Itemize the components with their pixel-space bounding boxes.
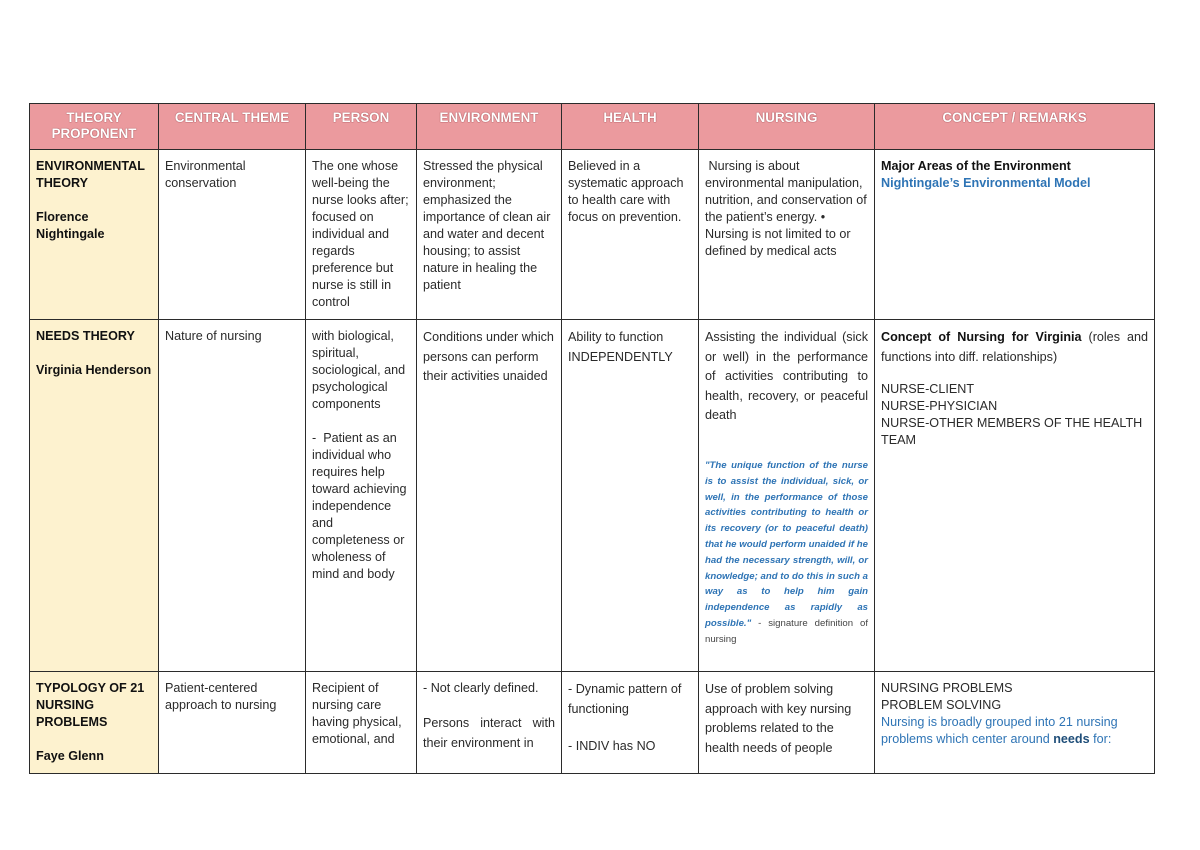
quote-text: "The unique function of the nurse is to assist the individual, sick, or well, in the performance of those activities contributing to health or its recovery (or to peaceful death) that he would perform unaided if he had the necessary strength, will, or knowledge; and to do this in such a way as to help him gain independence as rapidly as possible."	[705, 459, 868, 629]
concept-item: NURSE-PHYSICIAN	[881, 399, 998, 414]
concept-blue-main: Nursing is broadly grouped into 21 nursing problems which center around	[881, 715, 1118, 746]
table-row	[30, 672, 1155, 774]
concept-cell	[875, 150, 1155, 320]
person-cell: Recipient of nursing care having physical, emotional, and	[306, 672, 417, 774]
central-theme-cell: Patient-centered approach to nursing	[159, 672, 306, 774]
concept-subtitle: Nightingale’s Environmental Model	[881, 176, 1091, 190]
concept-for: for:	[1089, 732, 1112, 746]
header-concept-remarks: CONCEPT / REMARKS	[875, 104, 1155, 150]
proponent-name: Florence Nightingale	[36, 210, 105, 241]
health-cell: Believed in a systematic approach to health care with focus on prevention.	[562, 150, 699, 320]
environment-text-2: Persons interact with their environment in	[423, 716, 555, 750]
concept-item: PROBLEM SOLVING	[881, 698, 1002, 712]
header-environment: ENVIRONMENT	[417, 104, 562, 150]
concept-item: NURSING PROBLEMS	[881, 681, 1013, 695]
concept-item: NURSE-OTHER MEMBERS OF THE HEALTH TEAM	[881, 416, 1143, 448]
nursing-text: Assisting the individual (sick or well) in the performance of activities contributing to health, recovery, or peaceful death	[705, 330, 868, 423]
theory-name: TYPOLOGY OF 21 NURSING PROBLEMS	[36, 681, 145, 729]
table-row	[30, 320, 1155, 672]
theory-proponent-cell	[30, 672, 159, 774]
concept-blue-text	[881, 714, 1148, 748]
nursing-cell	[699, 320, 875, 672]
header-central-theme: CENTRAL THEME	[159, 104, 306, 150]
health-text-2: - INDIV has NO	[568, 739, 656, 754]
proponent-name: Virginia Henderson	[36, 363, 152, 377]
theory-name: NEEDS THEORY	[36, 329, 135, 343]
person-cell: The one whose well-being the nurse looks after; focused on individual and regards preference but nurse is still in control	[306, 150, 417, 320]
concept-item: NURSE-CLIENT	[881, 382, 975, 397]
concept-cell	[875, 672, 1155, 774]
concept-title: Major Areas of the Environment	[881, 159, 1071, 173]
quote-signature: - signature definition of nursing	[705, 617, 868, 645]
concept-title: Concept of Nursing for Virginia	[881, 330, 1082, 344]
nursing-cell: Use of problem solving approach with key nursing problems related to the health needs of people	[699, 672, 875, 774]
concept-rest: (roles and functions into diff. relationships)	[881, 330, 1148, 364]
concept-heading	[881, 328, 1148, 367]
header-row	[30, 104, 1155, 150]
health-cell: Ability to function INDEPENDENTLY	[562, 320, 699, 672]
proponent-name: Faye Glenn	[36, 749, 104, 763]
theory-proponent-cell	[30, 150, 159, 320]
environment-cell: Conditions under which persons can perform their activities unaided	[417, 320, 562, 672]
header-person: PERSON	[306, 104, 417, 150]
concept-cell	[875, 320, 1155, 672]
environment-cell: Stressed the physical environment; emphasized the importance of clean air and water and decent housing; to assist nature in healing the patient	[417, 150, 562, 320]
header-health: HEALTH	[562, 104, 699, 150]
theory-name: ENVIRONMENTAL THEORY	[36, 159, 145, 190]
concept-needs: needs	[1053, 732, 1090, 746]
header-nursing: NURSING	[699, 104, 875, 150]
nursing-quote	[705, 458, 868, 648]
environment-cell	[417, 672, 562, 774]
nursing-theories-table	[29, 103, 1155, 774]
central-theme-cell: Nature of nursing	[159, 320, 306, 672]
table-row	[30, 150, 1155, 320]
environment-text-1: - Not clearly defined.	[423, 681, 539, 695]
health-text-1: - Dynamic pattern of functioning	[568, 682, 682, 716]
central-theme-cell: Environmental conservation	[159, 150, 306, 320]
person-text-2: - Patient as an individual who requires help toward achieving independence and completeness or wholeness of mind and body	[312, 431, 411, 581]
health-cell	[562, 672, 699, 774]
person-text-1: with biological, spiritual, sociological, and psychological components	[312, 329, 406, 411]
header-theory-proponent: THEORY PROPONENT	[30, 104, 159, 150]
theory-proponent-cell	[30, 320, 159, 672]
person-cell	[306, 320, 417, 672]
nursing-cell: Nursing is about environmental manipulation, nutrition, and conservation of the patient’s energy. • Nursing is not limited to or defined by medical acts	[699, 150, 875, 320]
